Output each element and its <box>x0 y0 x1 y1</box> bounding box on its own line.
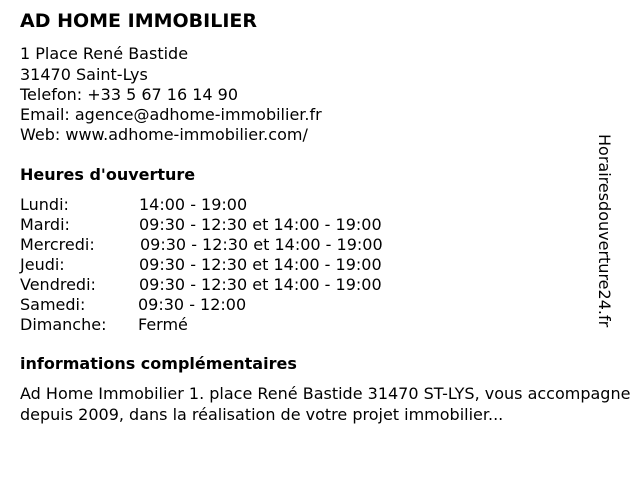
day-label: Jeudi: <box>20 255 65 274</box>
day-label: Mercredi: <box>20 235 95 254</box>
email-address: Email: agence@adhome-immobilier.fr <box>20 105 322 124</box>
info-heading: informations complémentaires <box>20 354 297 373</box>
day-label: Samedi: <box>20 295 86 314</box>
day-hours: 14:00 - 19:00 <box>139 195 248 214</box>
day-hours: 09:30 - 12:30 et 14:00 - 19:00 <box>139 255 382 274</box>
day-hours: 09:30 - 12:30 et 14:00 - 19:00 <box>140 235 383 254</box>
day-label: Mardi: <box>20 215 70 234</box>
hours-heading: Heures d'ouverture <box>20 165 196 184</box>
day-label: Vendredi: <box>20 275 96 294</box>
site-watermark <box>595 134 638 374</box>
address-line-2: 31470 Saint-Lys <box>20 65 148 84</box>
day-hours: 09:30 - 12:30 et 14:00 - 19:00 <box>139 275 382 294</box>
day-hours: 09:30 - 12:00 <box>138 295 247 314</box>
info-text: Ad Home Immobilier 1. place René Bastide 31470 ST-LYS, vous accompagne depuis 2009, dans la réalisation de votre projet immobilier... <box>20 384 631 424</box>
day-hours: 09:30 - 12:30 et 14:00 - 19:00 <box>139 215 382 234</box>
website-url: Web: www.adhome-immobilier.com/ <box>20 125 308 144</box>
address-line-1: 1 Place René Bastide <box>20 44 189 63</box>
day-hours: Fermé <box>138 315 188 334</box>
day-label: Dimanche: <box>20 315 107 334</box>
watermark-text: Horairesdouverture24.fr <box>595 134 614 328</box>
day-label: Lundi: <box>20 195 69 214</box>
company-name: AD HOME IMMOBILIER <box>20 10 258 32</box>
phone-number: Telefon: +33 5 67 16 14 90 <box>20 85 239 104</box>
